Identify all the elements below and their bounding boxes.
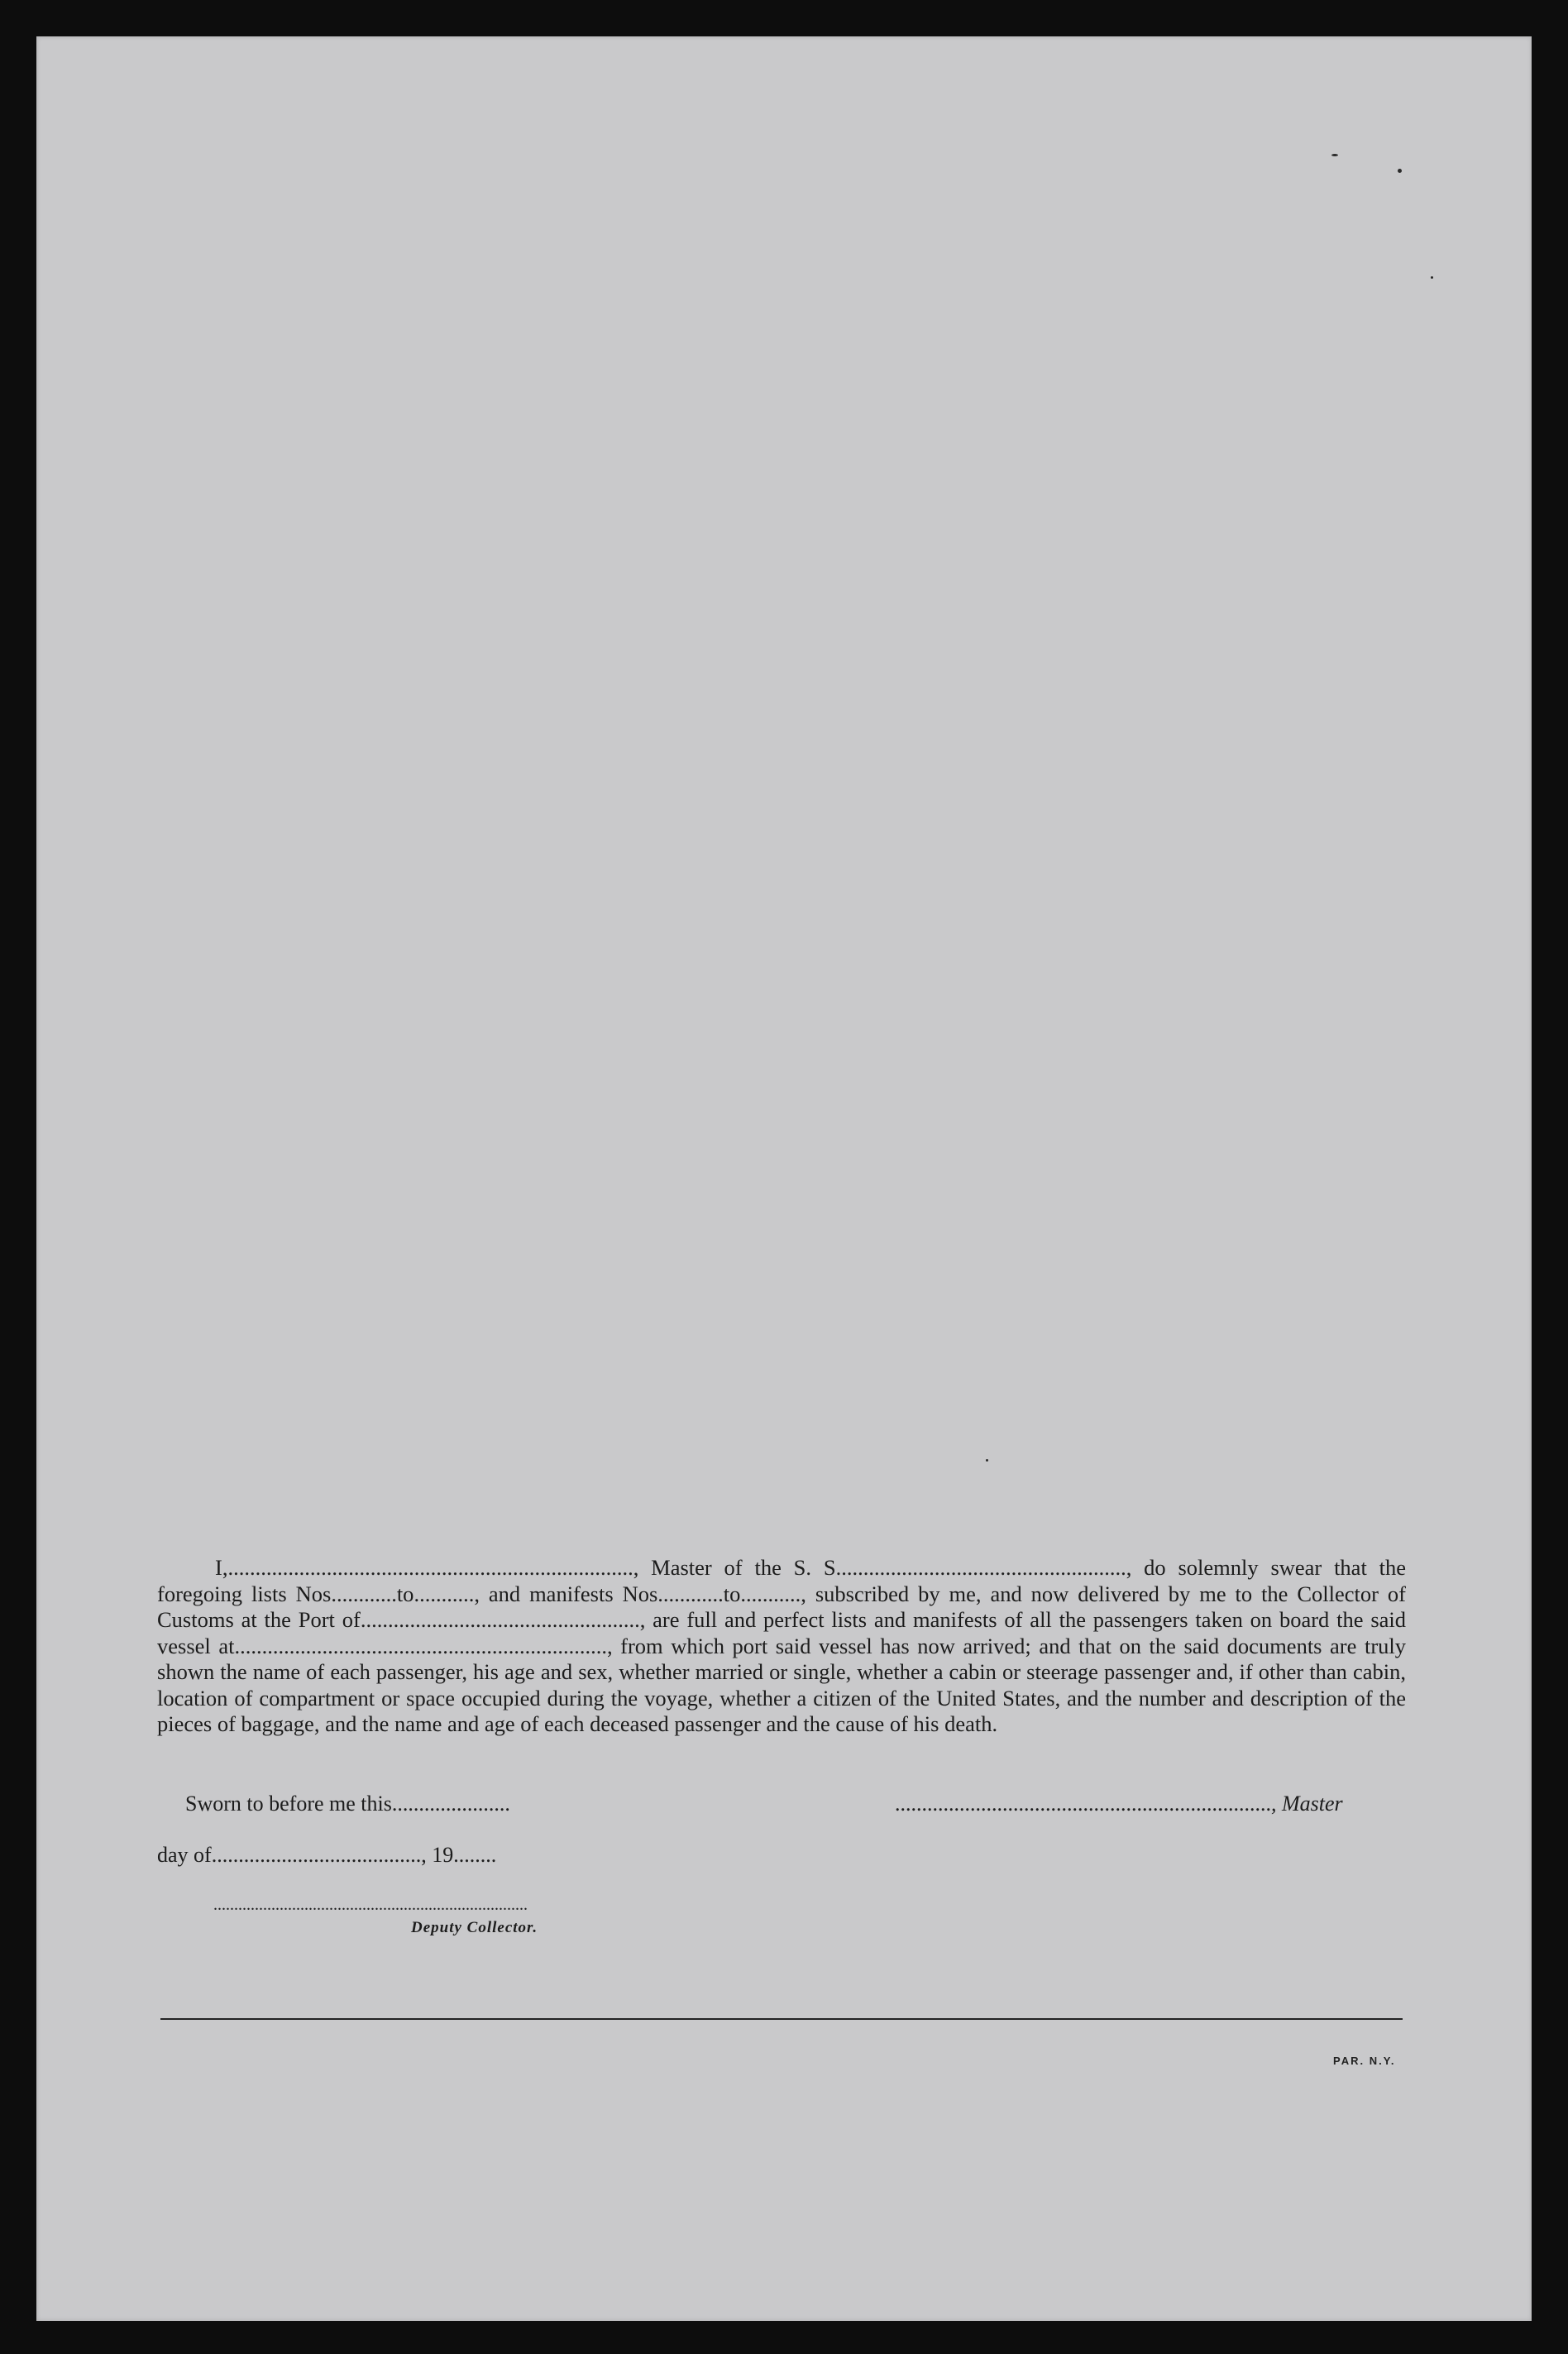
ink-speck (1398, 169, 1402, 173)
master-name-blank[interactable]: .......................................................................... (227, 1555, 633, 1580)
ink-speck (1431, 276, 1433, 279)
month-blank[interactable]: ....................................... (211, 1843, 422, 1867)
boarding-place-blank[interactable]: .................................................................... (234, 1633, 607, 1658)
deputy-collector-label: Deputy Collector. (411, 1919, 538, 1936)
master-signature-blank[interactable]: ...................................................................... (895, 1792, 1271, 1816)
ink-speck (1331, 154, 1338, 156)
lists-from-blank[interactable]: ............ (331, 1581, 397, 1606)
oath-text: , are full and perfect lists and manifests of all the passengers taken on board the said vessel at (157, 1607, 1407, 1658)
oath-text: , Master of the S. S. (633, 1555, 842, 1580)
ink-speck (986, 1459, 988, 1462)
lists-to-blank[interactable]: ........... (414, 1581, 475, 1606)
master-signature-line (895, 1792, 1343, 1816)
manifests-from-blank[interactable]: ............ (657, 1581, 724, 1606)
oath-text: to (723, 1581, 741, 1606)
oath-text: I, (215, 1555, 228, 1580)
sworn-line (185, 1792, 510, 1816)
master-label: , Master (1271, 1792, 1343, 1816)
oath-paragraph (157, 1555, 1406, 1738)
ship-name-blank[interactable]: .................................................... (841, 1555, 1126, 1580)
oath-text: , from which port said vessel has now arrived; and that on the said documents are truly shown the name of each passenger, his age and sex, whether married or single, whether a cabin or steerage passenger and, if other than cabin, location of compartment or space occupied during the voyage, whether a citizen of the United States, and the number and description of the pieces of baggage, and the name and age of each deceased passenger and the cause of his death. (157, 1633, 1407, 1736)
deputy-signature-blank[interactable]: ............................................................................ (213, 1896, 528, 1914)
port-blank[interactable]: ................................................... (360, 1607, 640, 1632)
oath-text: , subscribed by me, and now delivered by me to the Collector of Customs at the Port of (157, 1581, 1407, 1632)
oath-text: to (396, 1581, 414, 1606)
horizontal-rule (160, 2018, 1403, 2020)
oath-text: , and manifests Nos (474, 1581, 658, 1606)
day-of-label: day of (157, 1843, 212, 1867)
year-blank[interactable]: ........ (453, 1843, 497, 1867)
day-of-line (157, 1843, 496, 1868)
sworn-day-blank[interactable]: ...................... (391, 1792, 510, 1816)
oath-text: , do solemnly swear that the foregoing lists Nos (157, 1555, 1407, 1606)
printer-mark: PAR. N.Y. (1333, 2055, 1396, 2067)
year-label: , 19 (421, 1843, 454, 1867)
manifests-to-blank[interactable]: ........... (740, 1581, 801, 1606)
form-page (36, 36, 1532, 2321)
sworn-label: Sworn to before me this (185, 1792, 392, 1816)
